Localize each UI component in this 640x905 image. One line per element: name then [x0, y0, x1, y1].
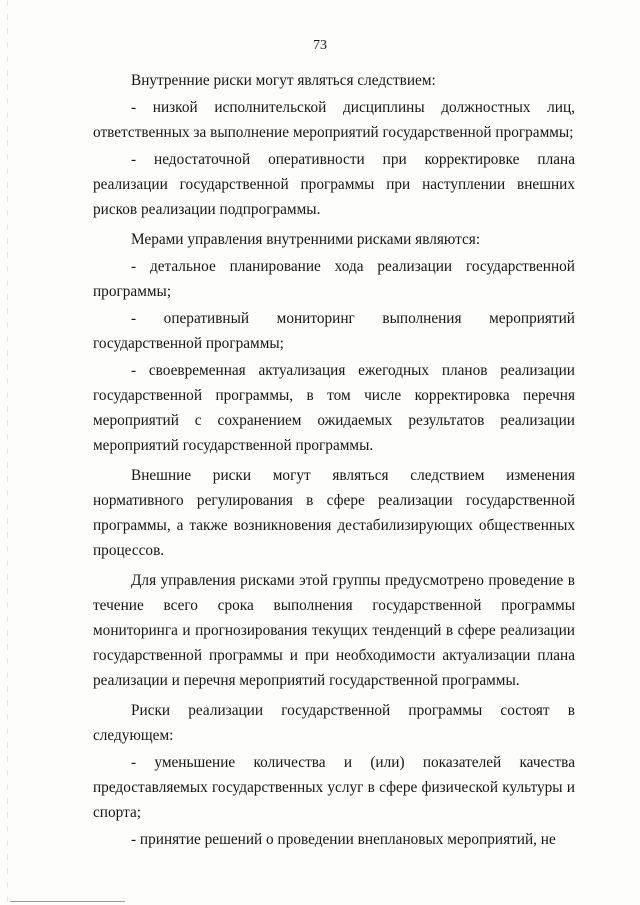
paragraph-unplanned-events: - принятие решений о проведении внеплановых мероприятий, не [131, 831, 556, 848]
scan-edge-mark [7, 0, 8, 905]
bottom-scan-line [10, 901, 125, 902]
paragraph-decrease-services: - уменьшение количества и (или) показателей качества предоставляемых государственных услуг в сфере физической культуры и спорта; [93, 754, 575, 821]
paragraph-operational-monitoring: - оперативный мониторинг выполнения мероприятий государственной программы; [93, 310, 575, 352]
paragraph-internal-risks-intro: Внутренние риски могут являться следствием: [131, 72, 436, 89]
paragraph-detailed-planning: - детальное планирование хода реализации государственной программы; [93, 258, 575, 300]
paragraph-timely-update: - своевременная актуализация ежегодных планов реализации государственной программы, в том числе корректировка перечня мероприятий с сохранением ожидаемых результатов реализации мероприятий государственной программы. [93, 362, 575, 454]
page-number: 73 [313, 38, 327, 53]
paragraph-insufficient-efficiency: - недостаточной оперативности при корректировке плана реализации государственной программы при наступлении внешних рисков реализации подпрограммы. [93, 151, 575, 218]
paragraph-risks-consist-of: Риски реализации государственной программы состоят в следующем: [93, 702, 575, 744]
paragraph-external-risks: Внешние риски могут являться следствием изменения нормативного регулирования в сфере реализации государственной программы, а также возникновения дестабилизирующих общественных процессов. [93, 467, 575, 559]
document-body [93, 68, 575, 854]
paragraph-internal-measures-intro: Мерами управления внутренними рисками являются: [131, 231, 481, 248]
paragraph-low-discipline: - низкой исполнительской дисциплины должностных лиц, ответственных за выполнение мероприятий государственной программы; [93, 99, 575, 141]
paragraph-risk-management: Для управления рисками этой группы предусмотрено проведение в течение всего срока выполнения государственной программы мониторинга и прогнозирования текущих тенденций в сфере реализации государственной программы и при необходимости актуализации плана реализации и перечня мероприятий государственной программы. [93, 572, 575, 689]
